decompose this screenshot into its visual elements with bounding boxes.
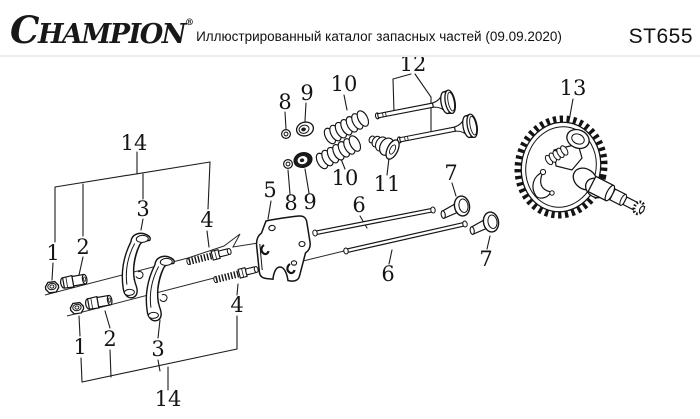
callout-camshaft: 13 [559,76,587,100]
callout-tappet-lower: 7 [479,247,493,271]
valve-lower [395,113,479,152]
callout-tappet-upper: 7 [444,161,458,185]
pushrod-upper [312,207,435,237]
rocker-nut-lower [70,302,84,314]
callout-valves: 12 [399,57,427,76]
callout-rocker-pivot-upper: 2 [76,235,90,259]
brand-name: CHAMPION [10,8,185,52]
callout-rocker-pivot-lower: 2 [103,327,117,351]
callout-pushrod-lower: 6 [381,262,395,286]
callout-adjust-screw-upper: 4 [200,208,214,232]
callout-spring-retainer-lower: 9 [303,190,317,214]
rocker-arm-lower [141,254,176,323]
parts-diagram [0,57,700,419]
callout-valve-spring-lower: 10 [331,166,359,190]
callout-spring-retainer-upper: 9 [300,81,314,105]
registered-trademark-icon: ® [184,18,194,28]
callout-adjust-screw-lower: 4 [230,293,244,317]
adjust-screw-lower [213,265,259,285]
tappet-upper [439,195,472,220]
valve-keeper-upper [282,130,291,139]
rocker-pivot-lower [85,294,113,310]
valve-upper [373,89,457,128]
callout-pushrod-upper: 6 [352,193,366,217]
champion-logo [10,8,194,52]
callout-valve-keeper-upper: 8 [278,90,292,114]
rocker-arm-upper [117,231,152,300]
callout-valve-spring-upper: 10 [330,72,358,96]
catalog-subtitle: Иллюстрированный каталог запасных частей (09.09.2020) [196,29,562,44]
spring-retainer-lower [292,151,313,170]
spring-retainer-upper [295,120,315,138]
callout-valve-keeper-lower: 8 [284,191,298,215]
page-header [0,0,700,57]
camshaft [509,111,648,224]
callout-rocker-assembly-upper: 14 [120,131,148,155]
guide-plate [257,216,311,281]
rocker-nut-upper [45,281,59,293]
rocker-pivot-upper [60,273,88,289]
callout-rocker-nut-lower: 1 [73,335,87,359]
callout-rocker-arm-lower: 3 [151,337,165,361]
callout-valve-stem-seal: 11 [373,172,401,196]
model-number: ST655 [628,25,693,48]
callout-guide-plate: 5 [263,178,277,202]
callout-rocker-nut-upper: 1 [46,241,60,265]
callout-rocker-assembly-lower: 14 [154,387,182,411]
callout-rocker-arm-upper: 3 [136,197,150,221]
tappet-lower [468,211,501,236]
valve-stem-seal [365,129,402,161]
valve-keeper-lower [284,160,293,169]
